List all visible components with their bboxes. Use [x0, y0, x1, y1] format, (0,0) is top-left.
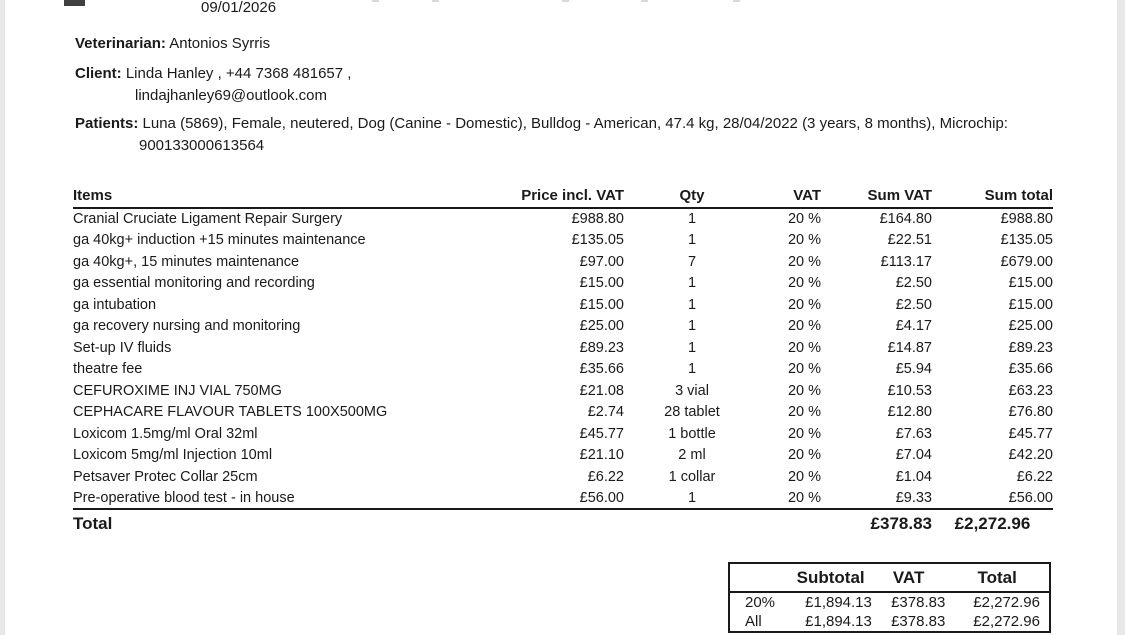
cell: £22.51	[887, 232, 932, 249]
cell: 20 %	[787, 318, 821, 335]
cell: £45.77	[579, 425, 624, 442]
invoice-item-row	[73, 294, 1053, 316]
veterinarian-line	[75, 34, 270, 53]
cell: ga intubation	[73, 296, 157, 313]
invoice-item-row	[73, 423, 1053, 445]
column-header-qty: Qty	[624, 186, 760, 208]
cell: Set-up IV fluids	[73, 339, 172, 356]
cell: 3 vial	[675, 382, 709, 399]
cell: ga recovery nursing and monitoring	[73, 318, 301, 335]
cell: All	[745, 613, 762, 630]
invoice-item-row	[73, 380, 1053, 402]
items-table-header-row	[73, 186, 1053, 208]
cell: £5.94	[895, 361, 932, 378]
column-header-price-incl-vat: Price incl. VAT	[460, 186, 624, 208]
vat-summary-table	[728, 562, 1051, 633]
cell: £45.77	[1008, 425, 1053, 442]
patient-details: Luna (5869), Female, neutered, Dog (Canine - Domestic), Bulldog - American, 47.4 kg, 28/04/2022 (3 years, 8 months), Microchip: 900133000613564	[139, 115, 1008, 154]
cell: ga 40kg+, 15 minutes maintenance	[73, 253, 300, 270]
cell: £2.50	[895, 296, 932, 313]
cropped-text-speck	[372, 0, 379, 2]
cell: CEPHACARE FLAVOUR TABLETS 100X500MG	[73, 404, 388, 421]
cell: ga essential monitoring and recording	[73, 275, 315, 292]
cell: £42.20	[1008, 447, 1053, 464]
summary-header-subtotal: Subtotal	[789, 563, 872, 592]
cell: Loxicom 5mg/ml Injection 10ml	[73, 447, 273, 464]
cropped-text-speck	[641, 0, 648, 2]
cell: £135.05	[571, 232, 624, 249]
cell: 20 %	[787, 253, 821, 270]
cell: 1 collar	[668, 468, 716, 485]
cell: £1,894.13	[805, 613, 872, 630]
cell: theatre fee	[73, 361, 143, 378]
cell: £7.04	[895, 447, 932, 464]
cell: Cranial Cruciate Ligament Repair Surgery	[73, 211, 343, 228]
cell: £378.83	[891, 594, 946, 611]
cell: Loxicom 1.5mg/ml Oral 32ml	[73, 425, 258, 442]
cell: £2.74	[587, 404, 624, 421]
cell: 1	[687, 296, 697, 313]
cell: 20 %	[787, 296, 821, 313]
cell: £10.53	[887, 382, 932, 399]
cell: 1	[687, 339, 697, 356]
invoice-item-row	[73, 488, 1053, 510]
cell: £15.00	[579, 296, 624, 313]
total-label: Total	[73, 509, 821, 537]
cell: £63.23	[1008, 382, 1053, 399]
cell: £2,272.96	[973, 613, 1040, 630]
cell: £1.04	[895, 468, 932, 485]
invoice-item-row	[73, 402, 1053, 424]
total-sum-total: £2,272.96	[932, 509, 1053, 537]
cell: 2 ml	[678, 447, 706, 464]
client-email: lindajhanley69@outlook.com	[135, 87, 328, 104]
total-row	[73, 509, 1053, 537]
cell: £378.83	[891, 613, 946, 630]
cell: £21.10	[579, 447, 624, 464]
cell: CEFUROXIME INJ VIAL 750MG	[73, 382, 282, 399]
invoice-item-row	[73, 251, 1053, 273]
total-sum-vat: £378.83	[821, 509, 932, 537]
vat-summary-row	[729, 612, 1050, 632]
cell: 20 %	[787, 232, 821, 249]
cell: £76.80	[1008, 404, 1053, 421]
cell: £113.17	[880, 253, 932, 270]
column-header-vat: VAT	[760, 186, 821, 208]
cell: Pre-operative blood test - in house	[73, 489, 295, 506]
items-table-body	[73, 208, 1053, 509]
invoice-item-row	[73, 359, 1053, 381]
cell: 7	[687, 253, 697, 270]
cell: 20 %	[787, 339, 821, 356]
page-right-margin	[1117, 0, 1125, 635]
cell: 20 %	[787, 404, 821, 421]
cell: £2.50	[895, 275, 932, 292]
cell: £35.66	[1008, 361, 1053, 378]
invoice-item-row	[73, 273, 1053, 295]
cropped-text-speck	[562, 0, 569, 2]
cell: £4.17	[895, 318, 932, 335]
cell: £25.00	[579, 318, 624, 335]
items-table	[73, 186, 1053, 537]
summary-header-vat: VAT	[872, 563, 945, 592]
cell: £164.80	[879, 211, 932, 228]
summary-table-body	[729, 592, 1050, 632]
cell: 20 %	[787, 489, 821, 506]
invoice-item-row	[73, 445, 1053, 467]
invoice-item-row	[73, 337, 1053, 359]
cell: 1	[687, 361, 697, 378]
cell: £56.00	[1008, 489, 1053, 506]
cell: £6.22	[1016, 468, 1053, 485]
cell: £6.22	[587, 468, 624, 485]
cell: £15.00	[579, 275, 624, 292]
cell: £21.08	[579, 382, 624, 399]
cell: £679.00	[1000, 253, 1053, 270]
cell: £12.80	[887, 404, 932, 421]
invoice-date: 09/01/2026	[201, 0, 277, 16]
cell: £25.00	[1008, 318, 1053, 335]
cropped-text-speck	[733, 0, 740, 2]
cell: 20 %	[787, 468, 821, 485]
cell: £988.80	[571, 211, 624, 228]
vat-summary-row	[729, 592, 1050, 612]
summary-header-total: Total	[945, 563, 1050, 592]
page-left-margin	[0, 0, 5, 635]
cell: £14.87	[887, 339, 932, 356]
cell: £89.23	[1008, 339, 1053, 356]
cell: £15.00	[1008, 296, 1053, 313]
cell: ga 40kg+ induction +15 minutes maintenance	[73, 232, 366, 249]
veterinarian-label: Veterinarian:	[75, 35, 166, 52]
cell: 20 %	[787, 447, 821, 464]
cell: 20 %	[787, 211, 821, 228]
cell: £135.05	[1000, 232, 1053, 249]
cell: £89.23	[579, 339, 624, 356]
cell: 20 %	[787, 382, 821, 399]
cell: 1	[687, 211, 697, 228]
invoice-item-row	[73, 230, 1053, 252]
cell: £1,894.13	[805, 594, 872, 611]
cell: £35.66	[579, 361, 624, 378]
cell: £2,272.96	[973, 594, 1040, 611]
summary-header-row	[729, 563, 1050, 592]
cell: 20 %	[787, 275, 821, 292]
cell: £7.63	[895, 425, 932, 442]
cell: £56.00	[579, 489, 624, 506]
cell: 1	[687, 318, 697, 335]
cell: 1	[687, 232, 697, 249]
veterinarian-name: Antonios Syrris	[169, 35, 271, 52]
cell: 1	[687, 489, 697, 506]
client-label: Client:	[75, 65, 122, 82]
client-name-phone: Linda Hanley , +44 7368 481657 ,	[125, 65, 352, 82]
cell: Petsaver Protec Collar 25cm	[73, 468, 258, 485]
cell: 1 bottle	[668, 425, 716, 442]
cropped-text-speck	[432, 0, 439, 2]
column-header-sum-total: Sum total	[932, 186, 1053, 208]
cell: 1	[687, 275, 697, 292]
cell: 20 %	[787, 361, 821, 378]
cell: 20%	[745, 594, 776, 611]
invoice-item-row	[73, 466, 1053, 488]
cell: 20 %	[787, 425, 821, 442]
invoice-item-row	[73, 316, 1053, 338]
column-header-items: Items	[73, 186, 460, 208]
cell: £97.00	[579, 253, 624, 270]
invoice-item-row	[73, 208, 1053, 230]
summary-header-blank	[729, 563, 789, 592]
patients-line	[75, 113, 1069, 157]
client-line	[75, 64, 351, 83]
column-header-sum-vat: Sum VAT	[821, 186, 932, 208]
cropped-content-fragment	[64, 0, 85, 6]
cell: £988.80	[1000, 211, 1053, 228]
cell: 28 tablet	[664, 404, 720, 421]
cell: £15.00	[1008, 275, 1053, 292]
patients-label: Patients:	[75, 115, 139, 132]
cell: £9.33	[895, 489, 932, 506]
